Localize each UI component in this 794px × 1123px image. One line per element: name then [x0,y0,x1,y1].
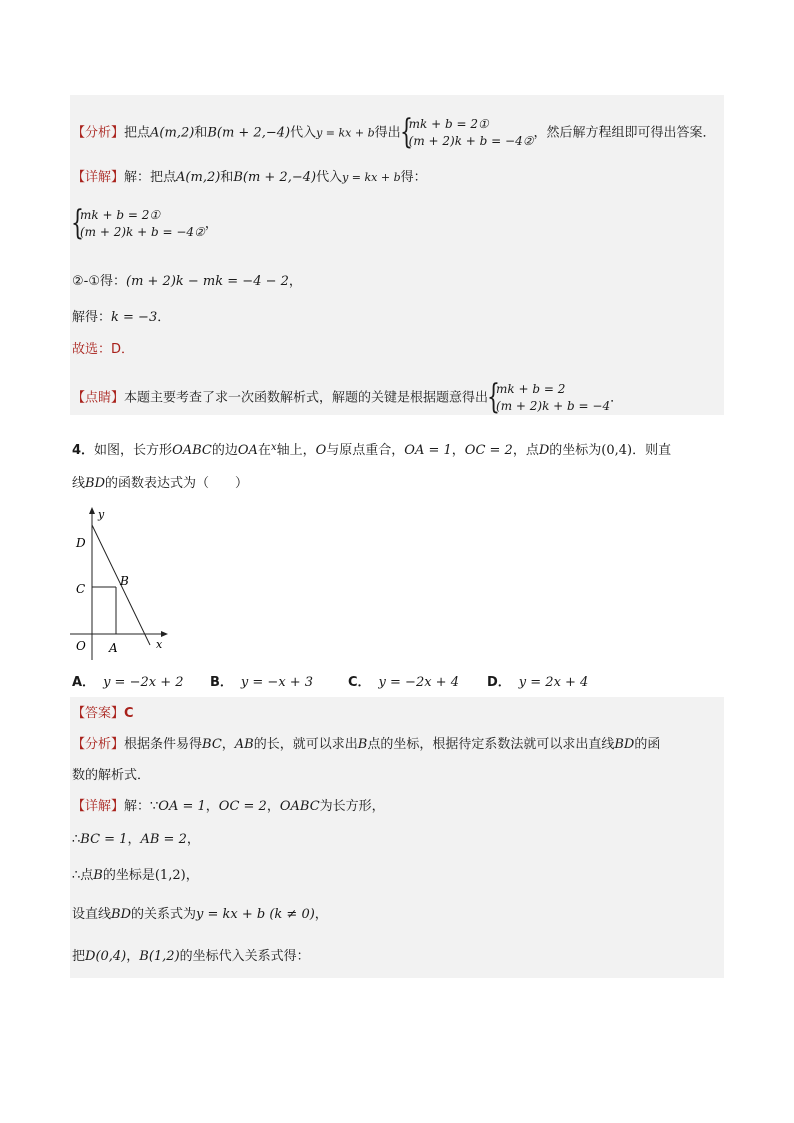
comma: ， [186,832,200,847]
substitute-text: 代入 [316,170,343,185]
point-c-label: C [76,582,86,596]
point-b: B [93,868,103,883]
comma: ， [451,443,465,458]
point-b: B(m + 2,−4) [207,125,291,141]
left-brace-icon: { [71,203,84,243]
analysis-text: 的函 [634,737,661,752]
set-end: ， [314,907,328,922]
set-text: 的关系式为 [131,907,197,922]
question-line-1 [72,438,671,461]
oc-equation: OC = 2 [464,443,513,458]
comma: ， [266,799,280,814]
choice-line [72,340,134,360]
option-label: A． [72,675,96,690]
relation-expression: y = kx + b (k ≠ 0) [196,907,315,922]
question-text: ，点 [512,443,539,458]
system-line-1: mk + b = 2① [80,208,161,222]
option-d[interactable] [487,673,588,693]
substitute-text: 把 [72,949,86,964]
analysis-text: 根据条件易得 [124,737,203,752]
choice-text: 故选：D． [72,342,135,357]
equation-system-analysis [399,112,534,152]
detail-tag: 【详解】 [72,799,125,814]
comment-tag: 【点睛】 [72,390,125,406]
d-coordinate: (0,4) [601,443,633,458]
y-axis-arrow-icon [89,507,95,514]
line-bd: BD [85,476,105,491]
analysis-tag: 【分析】 [72,737,125,752]
system-comma: ， [204,216,218,232]
bc-equation: BC = 1 [80,832,128,847]
comment-system-line-1: mk + b = 2 [496,382,566,396]
point-d: D [538,443,550,458]
ab-equation: AB = 2 [140,832,187,847]
therefore-icon: ∴ [72,832,81,847]
analysis-text: 把点 [124,125,151,141]
equation-system [71,203,218,243]
analysis2-line-1 [72,735,660,755]
comment-line [72,377,624,417]
point-b-line [72,866,199,886]
line-bd: BD [111,907,131,922]
detail2-line [72,797,385,817]
step-end: ， [288,274,302,289]
lengths-line [72,830,200,850]
option-label: D． [487,675,511,690]
point-text: ∴点 [72,868,94,883]
de-chu-text: 得出 [374,125,401,141]
question-text: 的坐标为 [549,443,602,458]
oa-equation: OA = 1 [158,799,206,814]
question-text: 与原点重合， [326,443,405,458]
point-d-coord: D(0,4) [85,949,127,964]
solve-prefix: 解得： [72,310,112,325]
step-line [72,272,302,292]
detail-end: 得： [400,170,427,185]
option-a[interactable] [72,673,184,693]
point-b-coord: B(1,2) [139,949,180,964]
comma: ， [205,799,219,814]
option-c[interactable] [348,673,459,693]
segment-ab: AB [234,737,254,752]
point-a: A(m,2) [150,125,195,141]
and-text: 和 [220,170,234,185]
equation-system-block [71,203,205,243]
substitute-text: 的坐标代入关系式得： [179,949,310,964]
point-b-label: B [120,574,129,588]
option-b[interactable] [210,673,313,693]
option-label: C． [348,675,371,690]
x-axis-arrow-icon [161,631,168,637]
system-line-2: (m + 2)k + b = −4② [80,225,205,239]
analysis-line [72,112,716,152]
linear-function: y = kx + b [342,171,401,184]
detail-tag: 【详解】 [72,170,125,185]
coordinate-figure [68,505,188,665]
comment-system [487,377,611,417]
step-expression: (m + 2)k − mk = −4 − 2 [126,274,289,289]
detail-text: 解：∵ [124,799,159,814]
analysis-text: 点的坐标，根据待定系数法就可以求出直线 [367,737,615,752]
question-text: 在 [257,443,271,458]
comma: ， [127,832,141,847]
substitute-line [72,947,310,967]
origin-label: O [76,639,86,653]
left-brace-icon: { [487,377,501,417]
point-b: B [357,737,368,752]
option-expression: y = 2x + 4 [518,675,589,690]
oc-equation: OC = 2 [218,799,267,814]
answer-value: C [124,706,134,721]
solve-line [72,308,170,328]
detail-text: 为长方形， [319,799,385,814]
question-number: 4． [72,443,95,458]
line-bd: BD [614,737,635,752]
point-b: B(m + 2,−4) [233,170,317,185]
segment-bc: BC [202,737,222,752]
y-axis-label: y [98,508,105,521]
set-text: 设直线 [72,907,112,922]
question-line-2 [72,474,248,494]
comma: ， [126,949,140,964]
comment-end: ． [610,390,624,406]
option-label: B． [210,675,233,690]
linear-function: y = kx + b [316,126,375,140]
point-end: ， [185,868,199,883]
option-expression: y = −x + 3 [240,675,314,690]
detail-line [72,168,427,188]
point-text: 的坐标是 [102,868,155,883]
question-text: ．则直 [632,443,672,458]
question-text: 的函数表达式为（ ） [105,476,249,491]
oa-equation: OA = 1 [404,443,452,458]
x-axis-symbol: x [270,442,277,453]
relation-line [72,905,328,925]
comment-text: 本题主要考查了求一次函数解析式，解题的关键是根据题意得出 [124,390,489,406]
question-text: 的边 [211,443,238,458]
origin-symbol: O [315,443,327,458]
answer-tag: 【答案】 [72,706,125,721]
analysis-text: 数的解析式． [72,768,151,783]
analysis2-line-2 [72,766,150,786]
step-prefix: ②-①得： [72,274,126,289]
system-line-2: (m + 2)k + b = −4② [408,134,534,148]
option-expression: y = −2x + 2 [103,675,184,690]
question-text: 轴上， [276,443,316,458]
solve-expression: k = −3 [111,310,158,325]
analysis-tag: 【分析】 [72,125,125,141]
point-a-label: A [109,641,118,655]
comma: ， [221,737,235,752]
x-axis-label: x [156,638,163,651]
option-expression: y = −2x + 4 [378,675,459,690]
substitute-text: 代入 [290,125,317,141]
rect-name: OABC [279,799,320,814]
solve-end: ． [157,310,171,325]
and-text: 和 [194,125,208,141]
detail-text: 解：把点 [124,170,177,185]
rect-name: OABC [172,443,212,458]
left-brace-icon: { [399,112,413,152]
analysis-end: ，然后解方程组即可得出答案． [533,125,716,141]
b-coordinate: (1,2) [154,868,186,883]
answer-line [72,704,134,724]
question-text: 线 [72,476,86,491]
analysis-text: 的长，就可以求出 [253,737,358,752]
question-text: 如图，长方形 [94,443,173,458]
side-oa: OA [237,443,258,458]
comment-system-line-2: (m + 2)k + b = −4 [496,399,611,413]
system-line-1: mk + b = 2① [408,117,489,131]
point-a: A(m,2) [176,170,221,185]
point-d-label: D [76,536,86,550]
